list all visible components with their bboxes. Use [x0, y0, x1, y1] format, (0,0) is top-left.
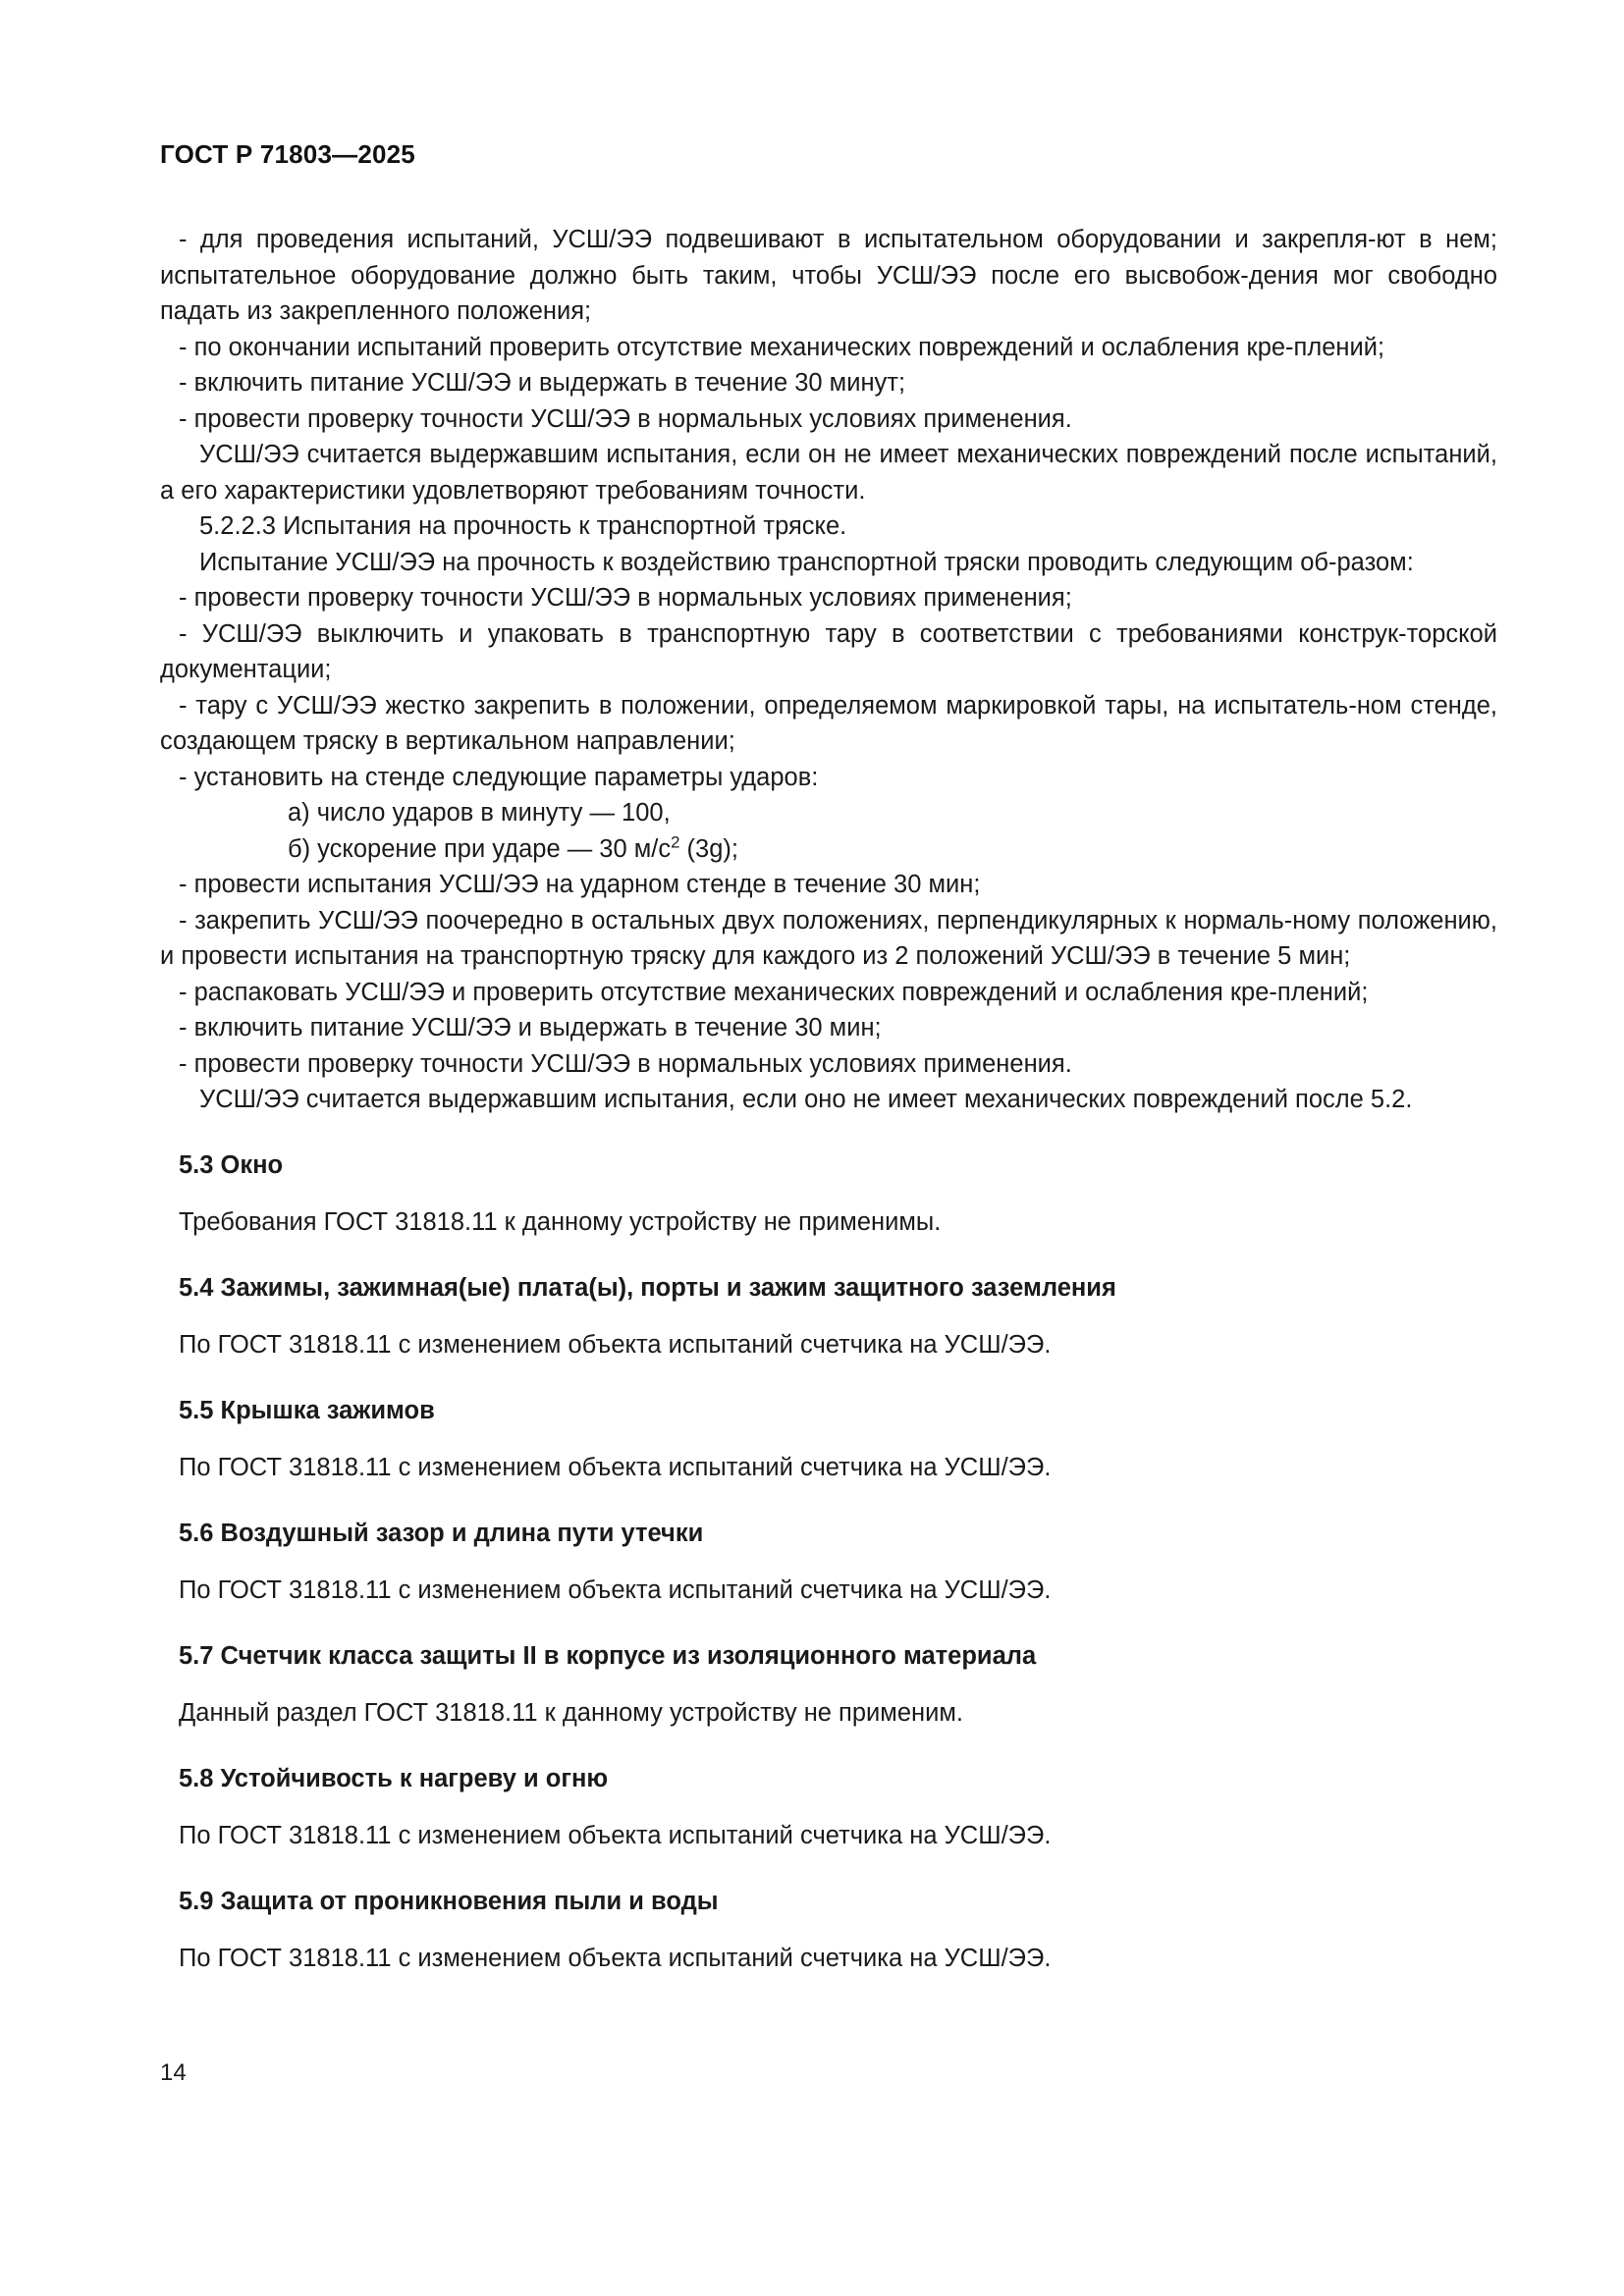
clause-text-5-6: По ГОСТ 31818.11 с изменением объекта испытаний счетчика на УСШ/ЭЭ. [179, 1576, 1052, 1604]
clause-heading-5-9: 5.9 Защита от проникновения пыли и воды [179, 1887, 719, 1915]
clause-heading-5-6: 5.6 Воздушный зазор и длина пути утечки [179, 1519, 704, 1547]
list-item: - УСШ/ЭЭ выключить и упаковать в транспортную тару в соответствии с требованиями конструк-торской документации; [160, 619, 1497, 683]
list-item: - включить питание УСШ/ЭЭ и выдержать в течение 30 мин; [179, 1014, 882, 1041]
list-item: - тару с УСШ/ЭЭ жестко закрепить в положении, определяемом маркировкой тары, на испытатель-ном стенде, создающем тряску в вертикальном направлении; [160, 691, 1497, 755]
page-number: 14 [160, 2059, 187, 2086]
paragraph: УСШ/ЭЭ считается выдержавшим испытания, если оно не имеет механических повреждений после 5.2. [199, 1086, 1413, 1113]
sub-item-b [288, 831, 1497, 868]
clause-text-5-8: По ГОСТ 31818.11 с изменением объекта испытаний счетчика на УСШ/ЭЭ. [179, 1822, 1052, 1849]
sub-item-a: а) число ударов в минуту — 100, [288, 799, 671, 827]
list-item: - по окончании испытаний проверить отсутствие механических повреждений и ослабления кре-плений; [179, 333, 1385, 361]
superscript-two: 2 [671, 832, 680, 851]
sub-item-b-suffix: (3g); [679, 834, 738, 863]
list-item: - для проведения испытаний, УСШ/ЭЭ подвешивают в испытательном оборудовании и закрепля-ют в нем; испытательное оборудование должно быть таким, чтобы УСШ/ЭЭ после его высвобож-дения мог свободно падать из закрепленного положения; [160, 226, 1497, 325]
list-item: - установить на стенде следующие параметры ударов: [179, 763, 819, 791]
clause-text-5-9: По ГОСТ 31818.11 с изменением объекта испытаний счетчика на УСШ/ЭЭ. [179, 1945, 1052, 1972]
clause-heading-5-5: 5.5 Крышка зажимов [179, 1396, 435, 1424]
list-item: - провести проверку точности УСШ/ЭЭ в нормальных условиях применения. [179, 1049, 1072, 1078]
sub-item-b-prefix: б) ускорение при ударе — 30 м/с [288, 834, 672, 863]
paragraph: УСШ/ЭЭ считается выдержавшим испытания, если он не имеет механических повреждений после испытаний, а его характеристики удовлетворяют требованиям точности. [160, 441, 1497, 505]
list-item: - распаковать УСШ/ЭЭ и проверить отсутствие механических повреждений и ослабления кре-плений; [179, 978, 1369, 1006]
clause-heading-5-7: 5.7 Счетчик класса защиты II в корпусе из изоляционного материала [179, 1641, 1037, 1670]
clause-heading-5-3: 5.3 Окно [179, 1150, 284, 1179]
clause-text-5-5: По ГОСТ 31818.11 с изменением объекта испытаний счетчика на УСШ/ЭЭ. [179, 1454, 1052, 1481]
list-item: - провести проверку точности УСШ/ЭЭ в нормальных условиях применения. [179, 404, 1072, 433]
clause-text-5-3: Требования ГОСТ 31818.11 к данному устройству не применимы. [179, 1208, 942, 1236]
paragraph: Испытание УСШ/ЭЭ на прочность к воздействию транспортной тряски проводить следующим об-разом: [199, 548, 1414, 576]
clause-number-5223: 5.2.2.3 Испытания на прочность к транспортной тряске. [199, 512, 847, 540]
list-item: - включить питание УСШ/ЭЭ и выдержать в течение 30 минут; [179, 369, 906, 397]
running-header: ГОСТ Р 71803—2025 [160, 139, 415, 169]
list-item: - закрепить УСШ/ЭЭ поочередно в остальных двух положениях, перпендикулярных к нормаль-ному положению, и провести испытания на транспортную тряску для каждого из 2 положений УСШ/ЭЭ в течение 5 мин; [160, 906, 1497, 970]
clause-text-5-4: По ГОСТ 31818.11 с изменением объекта испытаний счетчика на УСШ/ЭЭ. [179, 1331, 1052, 1359]
list-item: - провести испытания УСШ/ЭЭ на ударном стенде в течение 30 мин; [179, 871, 981, 898]
clause-heading-5-4: 5.4 Зажимы, зажимная(ые) плата(ы), порты и зажим защитного заземления [179, 1273, 1116, 1302]
clause-text-5-7: Данный раздел ГОСТ 31818.11 к данному устройству не применим. [179, 1699, 963, 1727]
list-item: - провести проверку точности УСШ/ЭЭ в нормальных условиях применения; [179, 584, 1072, 612]
page-content [160, 222, 1497, 1977]
clause-heading-5-8: 5.8 Устойчивость к нагреву и огню [179, 1764, 609, 1792]
